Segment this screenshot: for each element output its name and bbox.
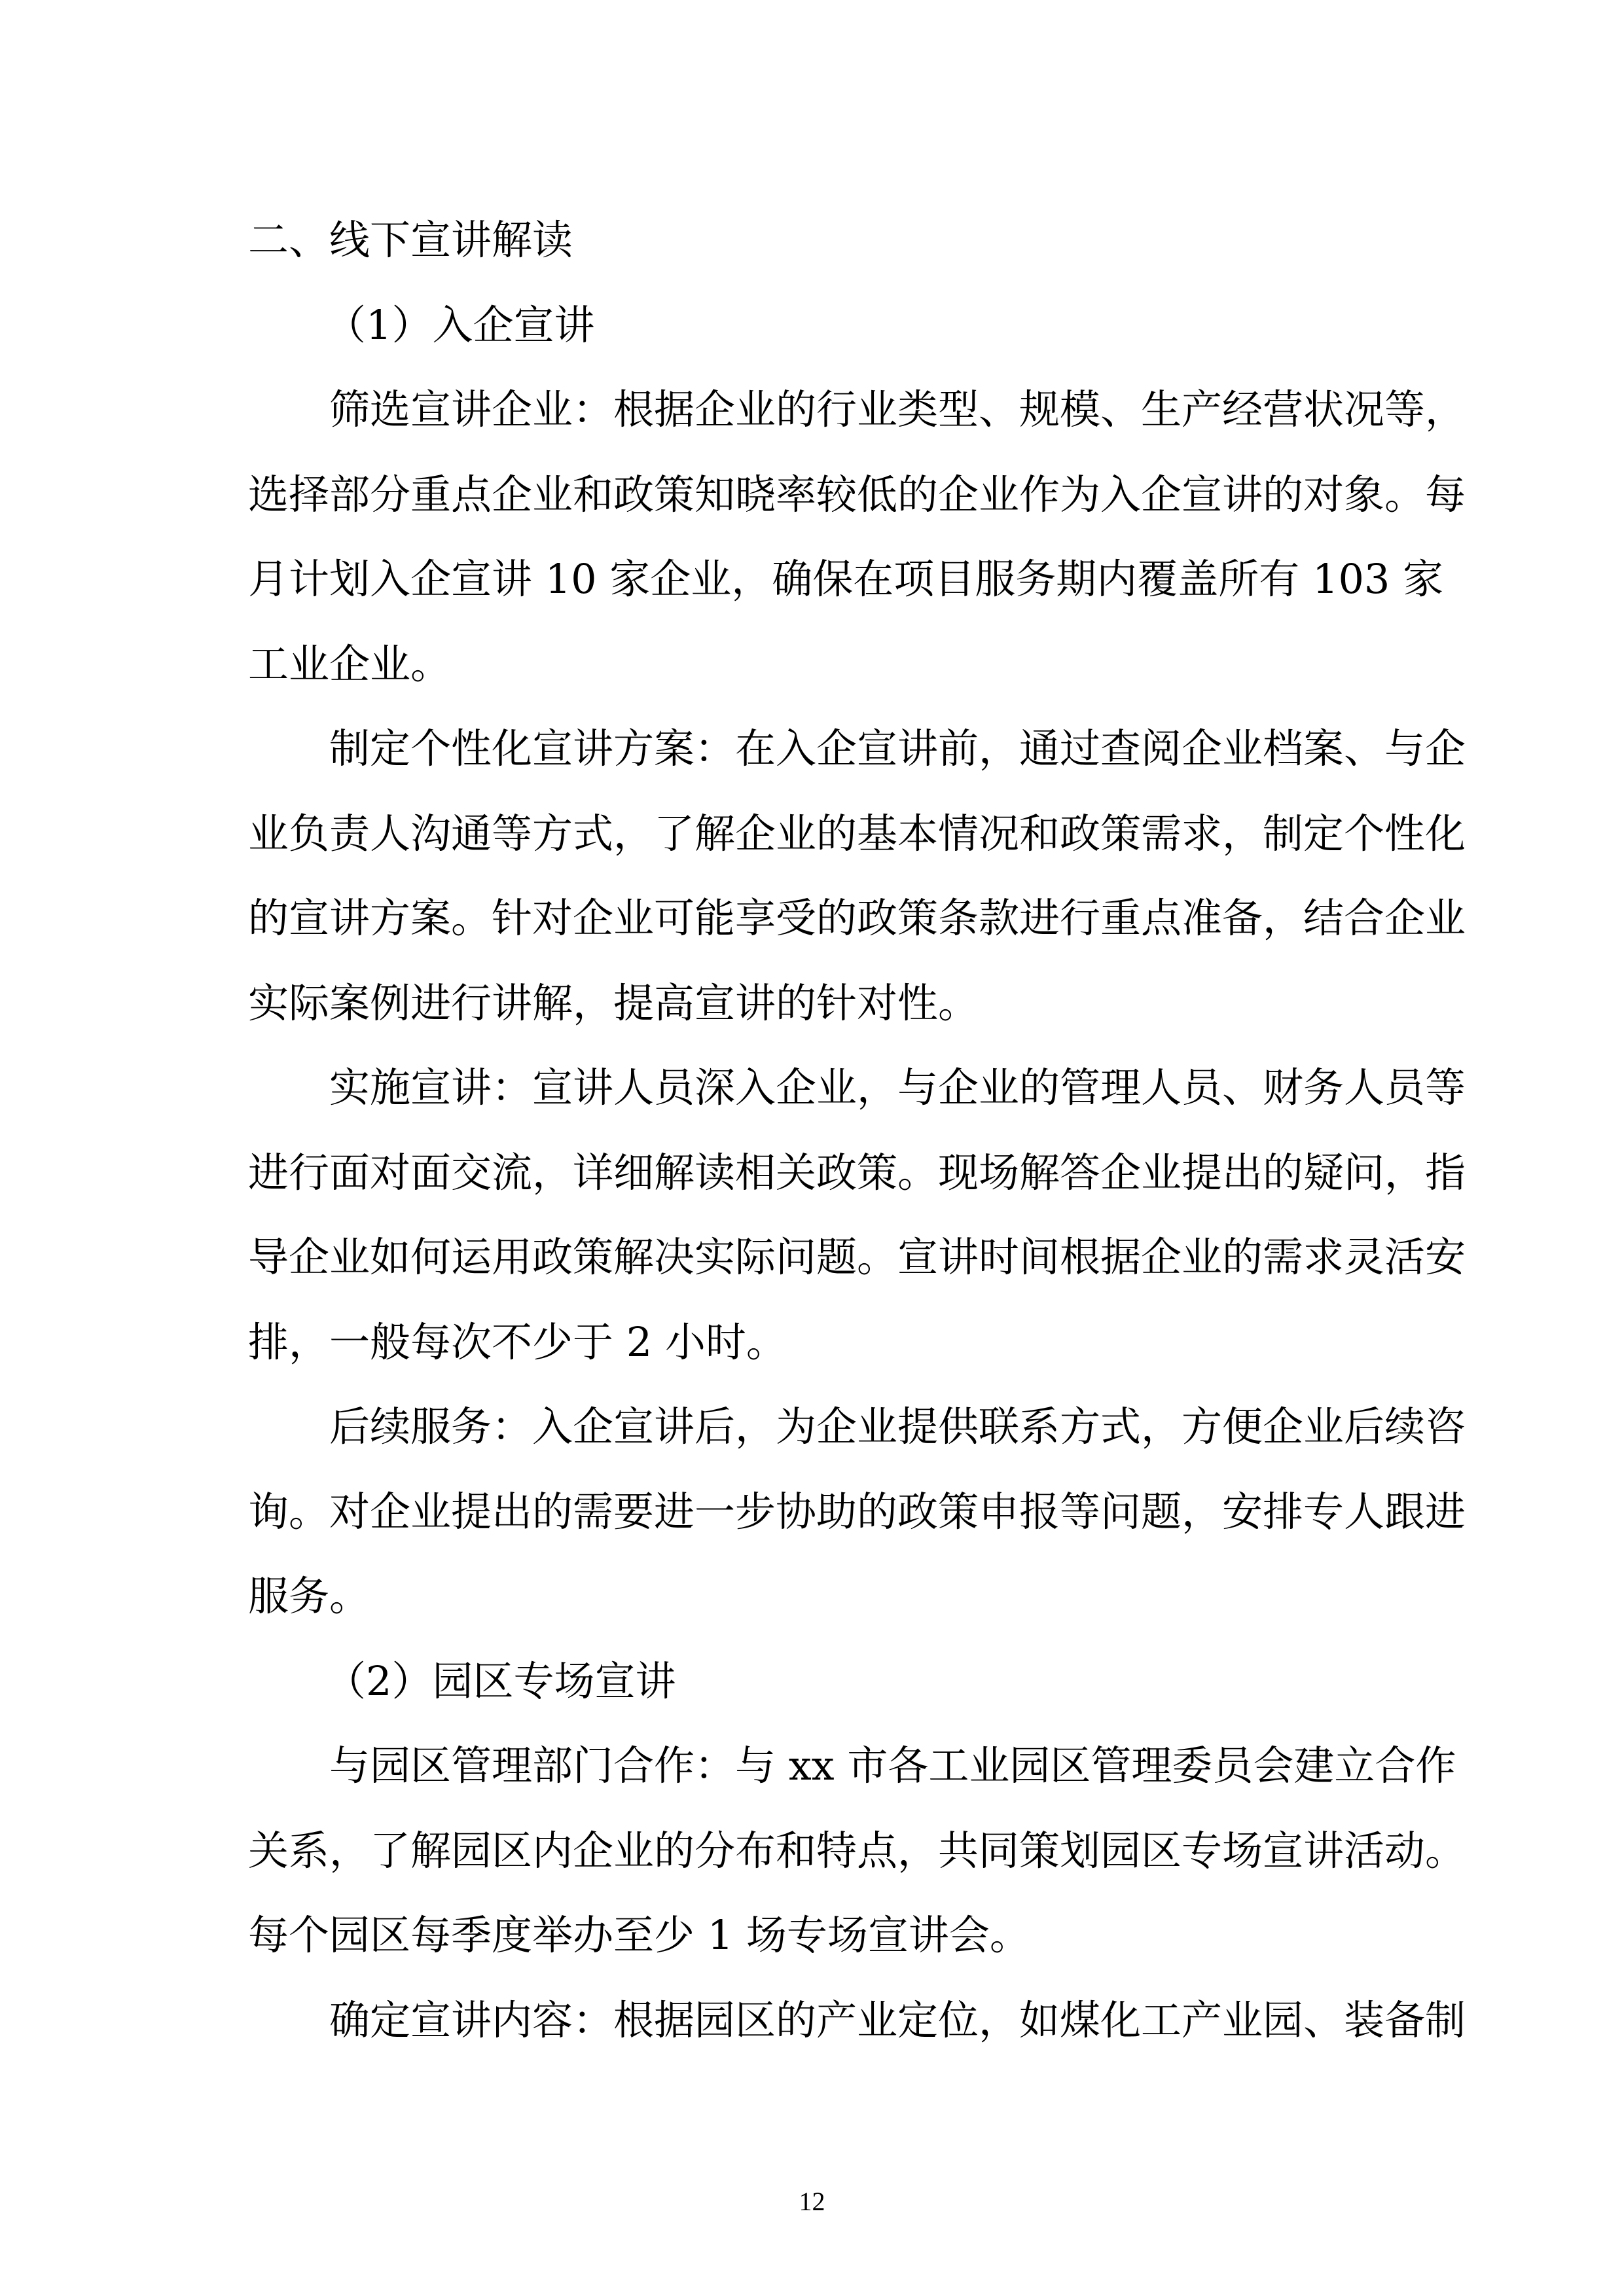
paragraph-line: 制定个性化宣讲方案：在入企宣讲前，通过查阅企业档案、与企 (329, 725, 1466, 772)
paragraph (248, 1045, 1466, 1384)
paragraph-line: 关系，了解园区内企业的分布和特点，共同策划园区专场宣讲活动。 (248, 1826, 1466, 1874)
paragraph-line: 选择部分重点企业和政策知晓率较低的企业作为入企宣讲的对象。每 (248, 470, 1466, 518)
paragraph-line: 询。对企业提出的需要进一步协助的政策申报等问题，安排专人跟进 (248, 1487, 1466, 1535)
paragraph-line: 后续服务：入企宣讲后，为企业提供联系方式，方便企业后续咨 (329, 1403, 1466, 1450)
document-body (248, 198, 1466, 2062)
paragraph-line: 排，一般每次不少于 2 小时。 (248, 1318, 787, 1366)
paragraph (248, 367, 1466, 706)
subsection-title: （2）园区专场宣讲 (325, 1657, 676, 1705)
paragraph (248, 1384, 1466, 1639)
paragraph (248, 1723, 1466, 1978)
paragraph-line: 与园区管理部门合作：与 xx 市各工业园区管理委员会建立合作 (329, 1742, 1456, 1789)
paragraph-line: 工业企业。 (248, 639, 452, 688)
page-number: 12 (799, 2187, 825, 2216)
paragraph (248, 1978, 1466, 2063)
paragraph-line: 实施宣讲：宣讲人员深入企业，与企业的管理人员、财务人员等 (329, 1064, 1466, 1111)
section-heading: 二、线下宣讲解读 (248, 216, 573, 264)
section1-paragraphs (248, 367, 1466, 1639)
paragraph-line: 进行面对面交流，详细解读相关政策。现场解答企业提出的疑问，指 (248, 1148, 1466, 1196)
paragraph-line: 实际案例进行讲解，提高宣讲的针对性。 (248, 978, 979, 1027)
paragraph-line: 确定宣讲内容：根据园区的产业定位，如煤化工产业园、装备制 (329, 1996, 1466, 2044)
paragraph-line: 导企业如何运用政策解决实际问题。宣讲时间根据企业的需求灵活安 (248, 1233, 1466, 1281)
paragraph-line: 月计划入企宣讲 10 家企业，确保在项目服务期内覆盖所有 103 家 (248, 555, 1444, 603)
subsection-title: （1）入企宣讲 (325, 300, 595, 349)
paragraph-line: 服务。 (248, 1572, 370, 1620)
paragraph-line: 筛选宣讲企业：根据企业的行业类型、规模、生产经营状况等， (329, 386, 1466, 433)
section2-paragraphs (248, 1723, 1466, 2062)
paragraph-line: 每个园区每季度举办至少 1 场专场宣讲会。 (248, 1911, 1030, 1959)
paragraph (248, 706, 1466, 1045)
paragraph-line: 的宣讲方案。针对企业可能享受的政策条款进行重点准备，结合企业 (248, 894, 1466, 942)
paragraph-line: 业负责人沟通等方式，了解企业的基本情况和政策需求，制定个性化 (248, 809, 1466, 857)
